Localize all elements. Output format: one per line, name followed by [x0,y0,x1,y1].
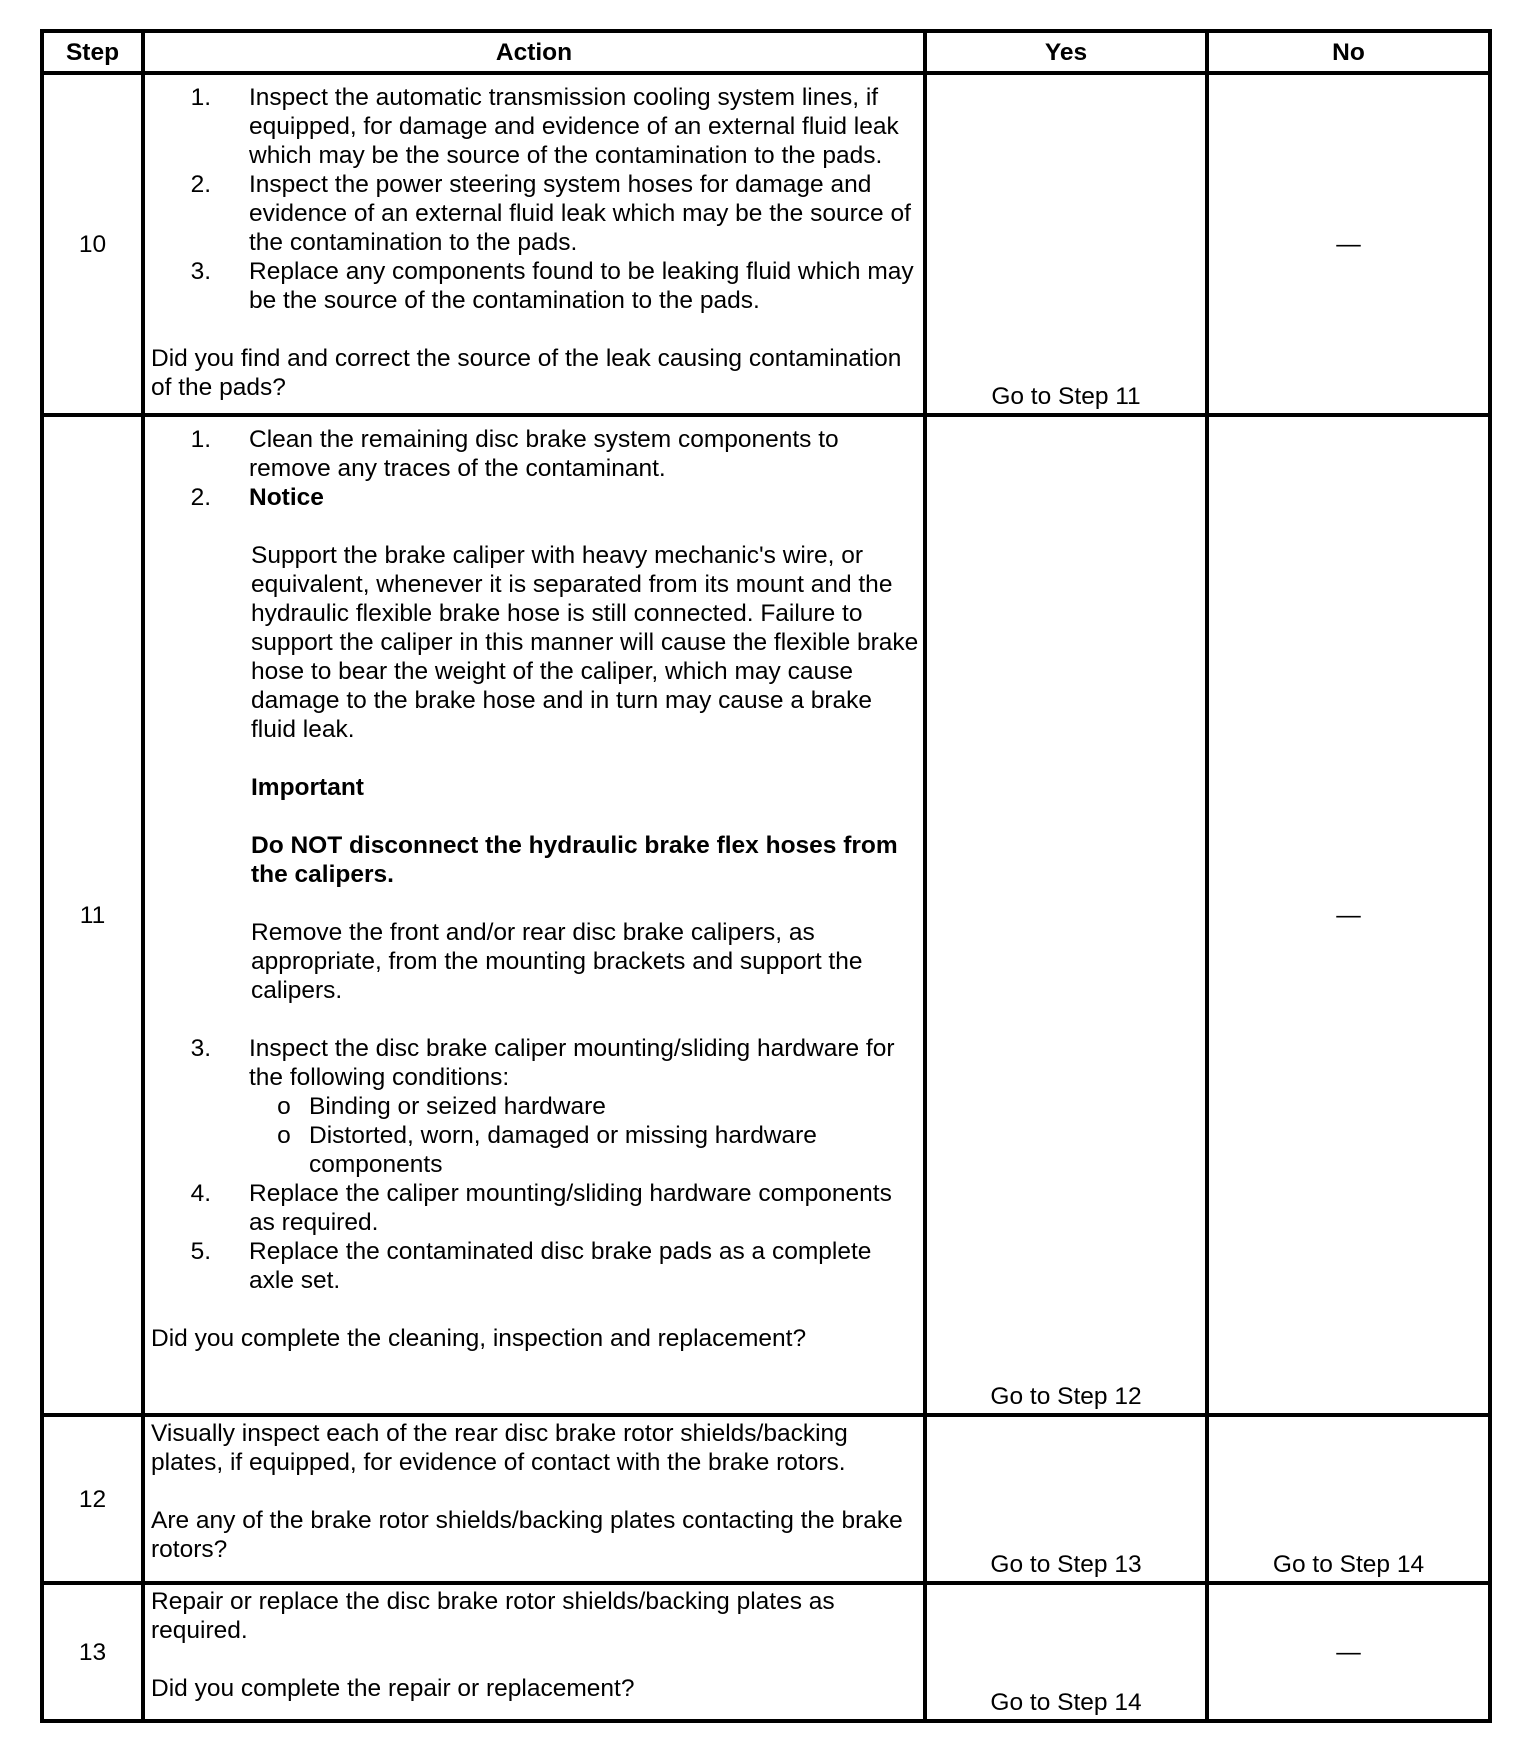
diagnostic-table [40,29,1492,1723]
sub-list-item [249,1121,919,1179]
step-number: 10 [42,73,143,415]
action-cell [143,415,925,1415]
step-number: 11 [42,415,143,1415]
list-item [151,1034,919,1179]
item-text: Inspect the disc brake caliper mounting/sliding hardware for the following conditions: o Binding or seized hardware o Distorted, worn, damaged or missing hardware components [249,1034,919,1179]
yes-cell: Go to Step 11 [925,73,1207,415]
no-cell: — [1207,73,1490,415]
action-cell [143,1415,925,1583]
sub-item-text: Distorted, worn, damaged or missing hardware components [309,1122,817,1178]
yes-cell: Go to Step 13 [925,1415,1207,1583]
list-item [151,170,919,257]
list-item [151,257,919,315]
header-action: Action [143,31,925,73]
item-number: 5. [190,1238,211,1265]
item-text: Replace any components found to be leaking fluid which may be the source of the contamination to the pads. [249,258,914,314]
item-text: Replace the caliper mounting/sliding hardware components as required. [249,1180,892,1236]
action-text: Visually inspect each of the rear disc brake rotor shields/backing plates, if equipped, for evidence of contact with the brake rotors. [151,1420,848,1476]
bullet: o [277,1122,291,1149]
list-item [151,425,919,483]
notice-block [151,512,919,1034]
question-text: Did you complete the repair or replacement? [151,1675,635,1702]
bullet: o [277,1093,291,1120]
item-text: Remove the front and/or rear disc brake calipers, as appropriate, from the mounting brackets and support the calipers. [251,919,863,1004]
action-cell [143,1583,925,1721]
item-text: Inspect the power steering system hoses for damage and evidence of an external fluid leak which may be the source of the contamination to the pads. [249,171,911,256]
question-text: Are any of the brake rotor shields/backing plates contacting the brake rotors? [151,1507,903,1563]
important-text: Do NOT disconnect the hydraulic brake flex hoses from the calipers. [251,832,898,888]
sub-item-text: Binding or seized hardware [309,1093,606,1120]
notice-text: Support the brake caliper with heavy mechanic's wire, or equivalent, whenever it is separated from its mount and the hydraulic flexible brake hose is still connected. Failure to support the caliper in this manner will cause the flexible brake hose to bear the weight of the caliper, which may cause damage to the brake hose and in turn may cause a brake fluid leak. [251,542,919,743]
header-row [42,31,1490,73]
item-number: 2. [190,171,211,198]
yes-cell: Go to Step 12 [925,415,1207,1415]
action-cell [143,73,925,415]
notice-title: Notice [249,484,324,511]
yes-cell: Go to Step 14 [925,1583,1207,1721]
item-text: Inspect the automatic transmission cooling system lines, if equipped, for damage and evidence of an external fluid leak which may be the source of the contamination to the pads. [249,84,899,169]
sub-list-item [249,1092,919,1121]
list-item [151,1237,919,1295]
question-text: Did you complete the cleaning, inspection and replacement? [151,1325,807,1352]
header-step: Step [42,31,143,73]
table-row-step-12 [42,1415,1490,1583]
header-no: No [1207,31,1490,73]
item-number: 3. [190,1035,211,1062]
step-number: 13 [42,1583,143,1721]
table-row-step-13 [42,1583,1490,1721]
no-cell: — [1207,415,1490,1415]
table-row-step-11 [42,415,1490,1415]
list-item [151,83,919,170]
item-text: Clean the remaining disc brake system components to remove any traces of the contaminant. [249,426,839,482]
step-number: 12 [42,1415,143,1583]
no-cell: Go to Step 14 [1207,1415,1490,1583]
table-row-step-10 [42,73,1490,415]
list-item [151,483,919,512]
action-text: Repair or replace the disc brake rotor shields/backing plates as required. [151,1588,835,1644]
item-text: Replace the contaminated disc brake pads as a complete axle set. [249,1238,872,1294]
item-number: 1. [190,84,211,111]
item-number: 2. [190,484,211,511]
no-cell: — [1207,1583,1490,1721]
question-text: Did you find and correct the source of the leak causing contamination of the pads? [151,345,902,401]
important-title: Important [251,774,364,801]
header-yes: Yes [925,31,1207,73]
item-number: 3. [190,258,211,285]
item-number: 4. [190,1180,211,1207]
item-number: 1. [190,426,211,453]
list-item [151,1179,919,1237]
